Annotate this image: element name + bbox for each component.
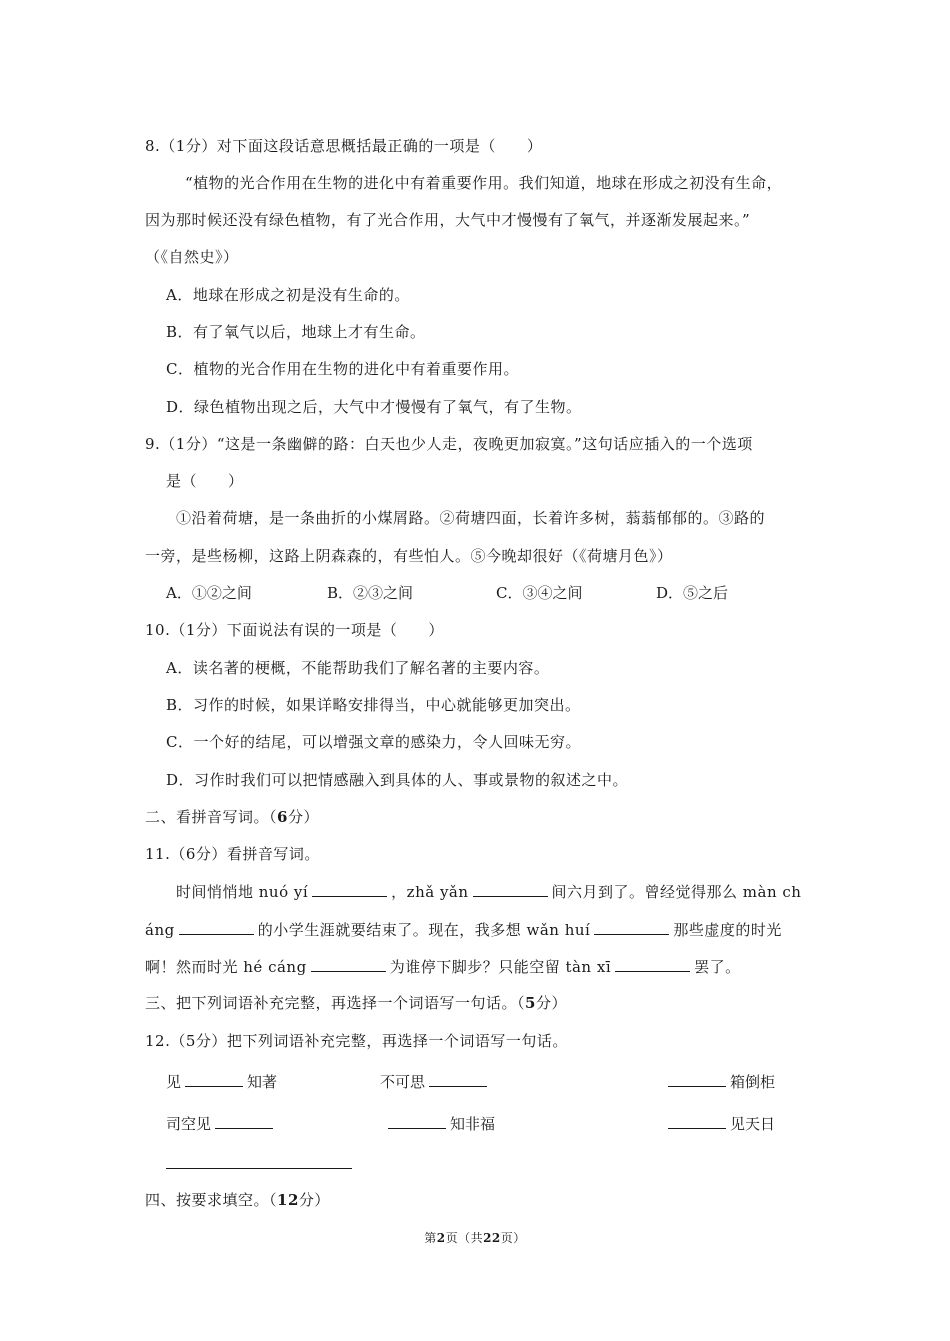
question-11-line-1: 时间悄悄地 nuó yí ，zhǎ yǎn 间六月到了。曾经觉得那么 màn ch bbox=[176, 883, 802, 901]
question-8-stem: 8.（1分）对下面这段话意思概括最正确的一项是（ ） bbox=[145, 137, 543, 155]
answer-blank[interactable] bbox=[388, 1113, 446, 1129]
word-item-1: 见 知著 bbox=[166, 1073, 278, 1091]
question-8-source: （《自然史》） bbox=[145, 248, 239, 266]
section-4-heading: 四、按要求填空。（12分） bbox=[145, 1191, 330, 1209]
answer-blank[interactable] bbox=[429, 1071, 487, 1087]
answer-blank[interactable] bbox=[668, 1071, 726, 1087]
answer-blank[interactable] bbox=[311, 956, 386, 972]
answer-blank[interactable] bbox=[668, 1113, 726, 1129]
question-8-option-b: B．有了氧气以后，地球上才有生命。 bbox=[166, 323, 426, 341]
word-item-2: 不可思 bbox=[380, 1071, 491, 1092]
question-9-passage-line-2: 一旁，是些杨柳，这路上阴森森的，有些怕人。⑤今晚却很好（《荷塘月色》） bbox=[145, 547, 673, 565]
question-11-stem: 11.（6分）看拼音写词。 bbox=[145, 845, 320, 863]
page-footer: 第2页（共22页） bbox=[424, 1231, 526, 1245]
answer-blank[interactable] bbox=[594, 919, 669, 935]
question-8-passage-line-2: 因为那时候还没有绿色植物，有了光合作用，大气中才慢慢有了氧气，并逐渐发展起来。” bbox=[145, 211, 751, 229]
question-9-stem-line-2: 是（ ） bbox=[166, 472, 244, 490]
word-item-6: 见天日 bbox=[664, 1113, 775, 1134]
question-12-stem: 12.（5分）把下列词语补充完整，再选择一个词语写一句话。 bbox=[145, 1032, 568, 1050]
question-9-stem-line-1: 9.（1分）“这是一条幽僻的路：白天也少人走，夜晚更加寂寞。”这句话应插入的一个选项 bbox=[145, 435, 753, 453]
question-10-option-a: A．读名著的梗概，不能帮助我们了解名著的主要内容。 bbox=[166, 659, 550, 677]
question-10-option-d: D．习作时我们可以把情感融入到具体的人、事或景物的叙述之中。 bbox=[166, 771, 629, 789]
question-10-option-c: C．一个好的结尾，可以增强文章的感染力，令人回味无穷。 bbox=[166, 733, 581, 751]
answer-blank[interactable] bbox=[185, 1071, 243, 1087]
answer-blank[interactable] bbox=[473, 881, 548, 897]
question-8-passage-line-1: “植物的光合作用在生物的进化中有着重要作用。我们知道，地球在形成之初没有生命， bbox=[185, 174, 783, 192]
section-2-heading: 二、看拼音写词。（6分） bbox=[145, 808, 319, 826]
answer-blank[interactable] bbox=[179, 919, 254, 935]
question-11-line-3: 啊！然而时光 hé cáng 为谁停下脚步？只能空留 tàn xī 罢了。 bbox=[145, 958, 741, 976]
sentence-answer-line[interactable] bbox=[166, 1168, 352, 1169]
question-9-option-a: A．①②之间 bbox=[166, 584, 252, 602]
question-9-option-b: B．②③之间 bbox=[327, 584, 414, 602]
question-10-option-b: B．习作的时候，如果详略安排得当，中心就能够更加突出。 bbox=[166, 696, 581, 714]
answer-blank[interactable] bbox=[215, 1113, 273, 1129]
question-9-option-d: D．⑤之后 bbox=[656, 584, 729, 602]
answer-blank[interactable] bbox=[615, 956, 690, 972]
word-item-4: 司空见 bbox=[166, 1113, 277, 1134]
word-item-3: 箱倒柜 bbox=[664, 1071, 775, 1092]
section-3-heading: 三、把下列词语补充完整，再选择一个词语写一句话。（5分） bbox=[145, 994, 567, 1012]
question-10-stem: 10.（1分）下面说法有误的一项是（ ） bbox=[145, 621, 444, 639]
question-9-passage-line-1: ①沿着荷塘，是一条曲折的小煤屑路。②荷塘四面，长着许多树，蓊蓊郁郁的。③路的 bbox=[176, 509, 766, 527]
question-8-option-a: A．地球在形成之初是没有生命的。 bbox=[166, 286, 410, 304]
question-9-option-c: C．③④之间 bbox=[496, 584, 583, 602]
question-8-option-d: D．绿色植物出现之后，大气中才慢慢有了氧气，有了生物。 bbox=[166, 398, 582, 416]
question-8-option-c: C．植物的光合作用在生物的进化中有着重要作用。 bbox=[166, 360, 519, 378]
answer-blank[interactable] bbox=[312, 881, 387, 897]
word-item-5: 知非福 bbox=[384, 1113, 495, 1134]
question-11-line-2: áng 的小学生涯就要结束了。现在，我多想 wǎn huí 那些虚度的时光 bbox=[145, 921, 782, 939]
